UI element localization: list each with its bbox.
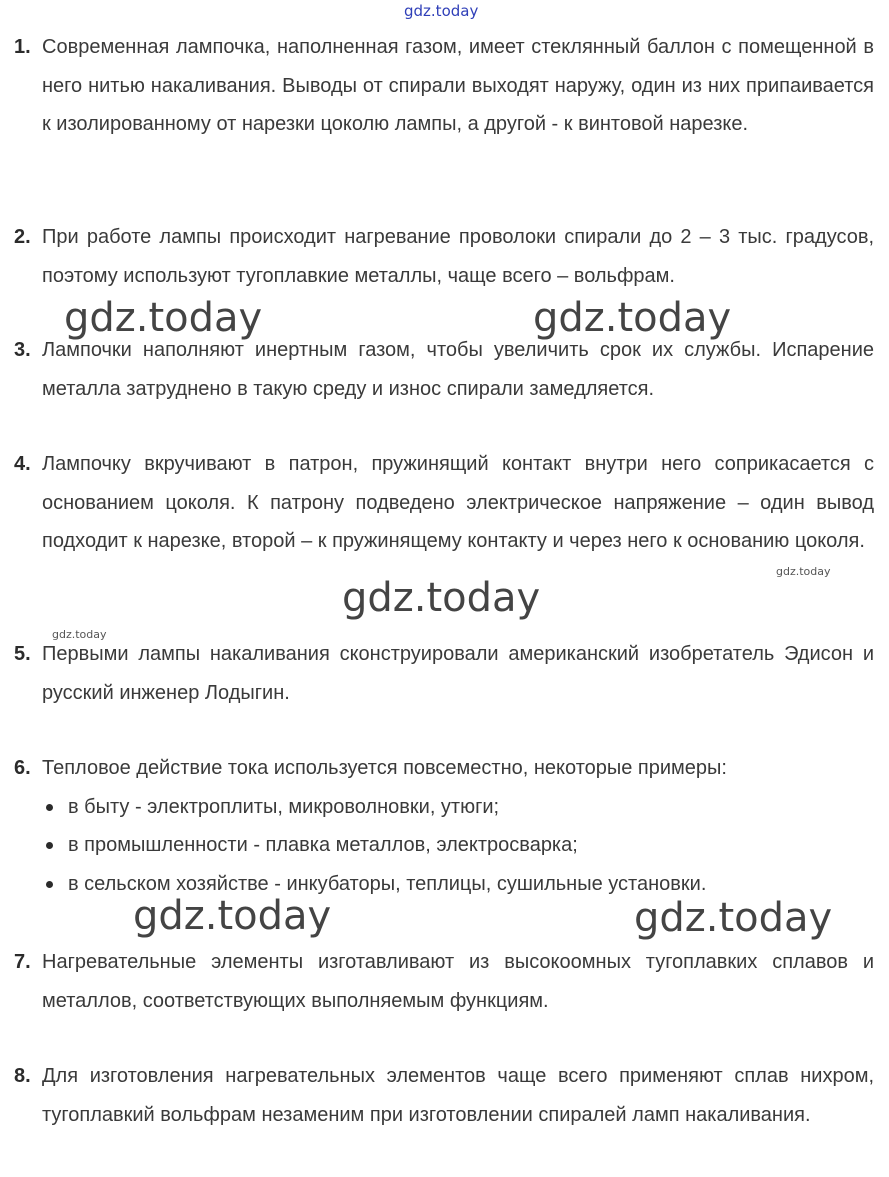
item-number: 1. [14,36,31,58]
item-text: Для изготовления нагревательных элементов чаще всего применяют сплав нихром, тугоплавкий вольфрам незаменим при изготовлении спиралей ламп накаливания. [42,1065,874,1126]
item-number: 2. [14,226,31,248]
list-item: в быту - электроплиты, микроволновки, утюги; [42,788,874,827]
item-number: 7. [14,951,31,973]
item-text: Первыми лампы накаливания сконструировали американский изобретатель Эдисон и русский инженер Лодыгин. [42,643,874,704]
watermark: gdz.today [533,295,732,341]
answer-item-4 [14,445,874,561]
watermark-small: gdz.today [52,628,107,641]
answer-item-2 [14,218,874,295]
answer-item-3 [14,331,874,408]
item-number: 8. [14,1065,31,1087]
answer-item-1 [14,28,874,144]
watermark: gdz.today [634,895,833,941]
item-number: 6. [14,757,31,779]
watermark: gdz.today [64,295,263,341]
answer-item-5 [14,635,874,712]
answer-item-7 [14,943,874,1020]
item-text: Современная лампочка, наполненная газом, имеет стеклянный баллон с помещенной в него нитью накаливания. Выводы от спирали выходят наружу, один из них припаивается к изолированному от нарезки цоколю лампы, а другой - к винтовой нарезке. [42,36,874,135]
item-number: 5. [14,643,31,665]
item-number: 3. [14,339,31,361]
watermark-top: gdz.today [404,2,479,20]
item-lead-text: Тепловое действие тока используется повсеместно, некоторые примеры: [42,757,727,779]
item-text [42,749,874,903]
item-text: При работе лампы происходит нагревание проволоки спирали до 2 – 3 тыс. градусов, поэтому используют тугоплавкие металлы, чаще всего – вольфрам. [42,226,874,287]
item-text: Нагревательные элементы изготавливают из высокоомных тугоплавких сплавов и металлов, соответствующих выполняемым функциям. [42,951,874,1012]
item-text: Лампочку вкручивают в патрон, пружинящий контакт внутри него соприкасается с основанием цоколя. К патрону подведено электрическое напряжение – один вывод подходит к нарезке, второй – к пружинящему контакту и через него к основанию цоколя. [42,453,874,552]
list-item: в сельском хозяйстве - инкубаторы, теплицы, сушильные установки. [42,865,874,904]
answer-item-6 [14,749,874,903]
watermark: gdz.today [133,893,332,939]
watermark: gdz.today [342,575,541,621]
answer-item-8 [14,1057,874,1134]
item-number: 4. [14,453,31,475]
list-item: в промышленности - плавка металлов, электросварка; [42,826,874,865]
watermark-small: gdz.today [776,565,831,578]
examples-list [42,788,874,904]
item-text: Лампочки наполняют инертным газом, чтобы увеличить срок их службы. Испарение металла затруднено в такую среду и износ спирали замедляется. [42,339,874,400]
